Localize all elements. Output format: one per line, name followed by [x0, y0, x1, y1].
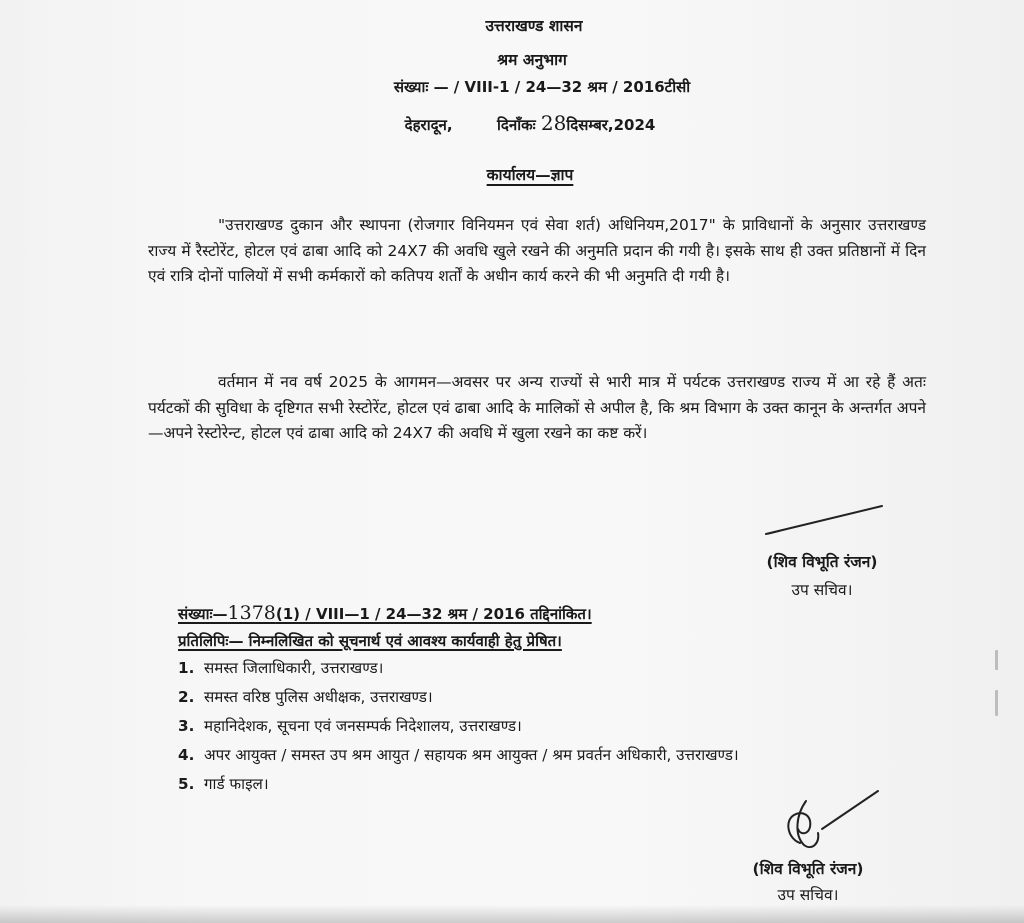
signatory-name: (शिव विभूति रंजन) — [766, 553, 878, 571]
endorsement-ref-rest: (1) / VIII—1 / 24—32 श्रम / 2016 तद्दिनांकित। — [275, 605, 592, 623]
list-item: 4. अपर आयुक्त / समस्त उप श्रम आयुत / सहायक श्रम आयुक्त / श्रम प्रवर्तन अधिकारी, उत्तराखण्ड। — [178, 746, 739, 764]
date-label: दिनाँकः — [497, 116, 536, 134]
scan-edge-mark — [995, 650, 998, 670]
signature-stroke-1 — [760, 500, 890, 540]
list-item: 3. महानिदेशक, सूचना एवं जनसम्पर्क निदेशालय, उत्तराखण्ड। — [178, 717, 522, 735]
signature-block-2 — [708, 857, 908, 905]
place-date-line — [18, 111, 1024, 135]
list-item: 5. गार्ड फाइल। — [178, 775, 269, 793]
scan-shadow — [0, 905, 1024, 923]
date-handwritten: 28 — [540, 111, 567, 135]
signatory-designation: उप सचिव। — [791, 581, 853, 599]
endorsement-ref-handwritten: 1378 — [227, 602, 276, 624]
copy-recipient-list — [178, 655, 868, 800]
endorsement-reference — [178, 600, 592, 628]
place: देहरादून, — [404, 116, 453, 134]
signatory-designation: उप सचिव। — [777, 886, 839, 904]
signature-stroke-2 — [760, 785, 890, 855]
signature-block-1 — [722, 550, 922, 600]
section-heading: श्रम अनुभाग — [497, 51, 567, 69]
body-paragraph-1: "उत्तराखण्ड दुकान और स्थापना (रोजगार विनियमन एवं सेवा शर्त) अधिनियम,2017" के प्राविधानों के अनुसार उत्तराखण्ड राज्य में रैस्टोरेंट, होटल एवं ढाबा आदि को 24X7 की अवधि खुले रखने की अनुमति प्रदान की गयी है। इसके साथ ही उक्त प्रतिष्ठानों में दिन एवं रात्रि दोनों पालियों में सभी कर्मकारों को कतिपय शर्तों के अधीन कार्य करने की भी अनुमति दी गयी है। — [148, 216, 926, 285]
endorsement-ref-prefix: संख्याः— — [178, 605, 228, 623]
signatory-name: (शिव विभूति रंजन) — [752, 860, 864, 878]
government-heading: उत्तराखण्ड शासन — [485, 17, 583, 35]
memo-subject: कार्यालय—ज्ञाप — [486, 166, 574, 184]
list-item: 1. समस्त जिलाधिकारी, उत्तराखण्ड। — [178, 659, 384, 677]
date-month-year: दिसम्बर,2024 — [566, 116, 656, 134]
body-paragraph-2: वर्तमान में नव वर्ष 2025 के आगमन—अवसर पर अन्य राज्यों से भारी मात्र में पर्यटक उत्तराखण्ड राज्य में आ रहे हैं अतः पर्यटकों की सुविधा के दृष्टिगत सभी रेस्टोरेंट, होटल एवं ढाबा आदि के मालिकों से अपील है, कि श्रम विभाग के उक्त कानून के अन्तर्गत अपने—अपने रेस्टोरेन्ट, होटल एवं ढाबा आदि को 24X7 की अवधि में खुला रखने का कष्ट करें। — [148, 373, 926, 442]
list-item: 2. समस्त वरिष्ठ पुलिस अधीक्षक, उत्तराखण्ड। — [178, 688, 433, 706]
reference-number: संख्याः — / VIII-1 / 24—32 श्रम / 2016टीसी — [393, 78, 691, 96]
copy-to-line: प्रतिलिपिः— निम्नलिखित को सूचनार्थ एवं आवश्य कार्यवाही हेतु प्रेषित। — [178, 632, 562, 650]
scan-edge-mark — [995, 690, 998, 716]
endorsement-block — [178, 600, 592, 655]
